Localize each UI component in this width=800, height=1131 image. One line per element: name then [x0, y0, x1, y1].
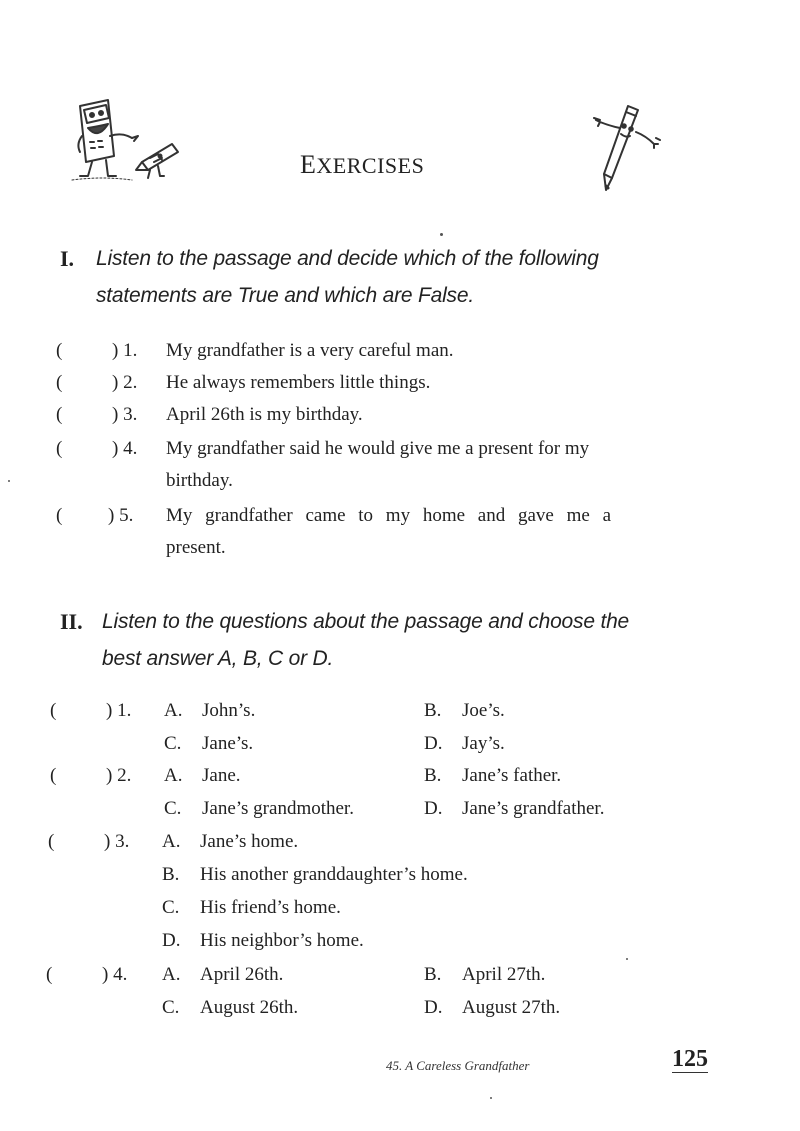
- option-b[interactable]: B. Jane’s father.: [424, 765, 562, 786]
- answer-blank-open[interactable]: (: [56, 372, 63, 393]
- option-a[interactable]: A. John’s.: [164, 700, 256, 721]
- option-d[interactable]: D. Jane’s grandfather.: [424, 798, 605, 819]
- question-number: 2.: [117, 765, 132, 786]
- answer-blank-close: ) 1.: [112, 340, 138, 361]
- option-a[interactable]: A. Jane’s home.: [162, 831, 299, 852]
- statement-text: He always remembers little things.: [166, 372, 431, 393]
- section-2-instruction-line-1: Listen to the questions about the passage and choose the: [102, 610, 630, 633]
- print-speck: [490, 1097, 492, 1099]
- option-d[interactable]: D. His neighbor’s home.: [162, 930, 364, 951]
- page-number: 125: [672, 1046, 708, 1072]
- statement-text: April 26th is my birthday.: [166, 404, 363, 425]
- question-number: 4.: [113, 964, 128, 985]
- section-2-instructions: [60, 603, 700, 677]
- answer-blank-close: ) 5.: [108, 505, 134, 526]
- title-first-letter: E: [300, 150, 317, 179]
- answer-blank-close: ) 3.: [112, 404, 138, 425]
- section-1-instruction-line-1: Listen to the passage and decide which of the following: [96, 247, 599, 270]
- option-c[interactable]: C. August 26th.: [162, 997, 299, 1018]
- answer-blank-close: ) 2.: [106, 765, 132, 786]
- answer-blank-open[interactable]: (: [56, 505, 63, 526]
- section-1-number: I.: [60, 246, 75, 271]
- item-number: 1.: [123, 340, 138, 361]
- print-speck: [8, 480, 10, 482]
- answer-blank-open[interactable]: (: [56, 404, 63, 425]
- section-2-instruction-line-2: best answer A, B, C or D.: [102, 647, 334, 670]
- answer-blank-open[interactable]: (: [46, 964, 53, 985]
- section-1-instructions: [60, 240, 700, 314]
- page-title: [300, 150, 424, 180]
- option-b[interactable]: B. April 27th.: [424, 964, 546, 985]
- item-number: 5.: [119, 505, 134, 526]
- option-d[interactable]: D. August 27th.: [424, 997, 561, 1018]
- answer-blank-open[interactable]: (: [50, 765, 57, 786]
- section-2-number: II.: [60, 609, 83, 634]
- item-number: 3.: [123, 404, 138, 425]
- statement-text: My grandfather is a very careful man.: [166, 340, 454, 361]
- option-c[interactable]: C. Jane’s grandmother.: [164, 798, 354, 819]
- section-1-instruction-line-2: statements are True and which are False.: [96, 284, 474, 307]
- option-c[interactable]: C. His friend’s home.: [162, 897, 341, 918]
- title-rest: XERCISES: [316, 153, 425, 178]
- answer-blank-open[interactable]: (: [50, 700, 57, 721]
- print-speck: [626, 958, 628, 960]
- print-speck: [440, 233, 443, 236]
- cartoon-pencil-character-icon: [590, 98, 670, 199]
- option-b[interactable]: B. Joe’s.: [424, 700, 505, 721]
- cartoon-phone-pointing-at-pencil-icon: [70, 96, 190, 193]
- option-d[interactable]: D. Jay’s.: [424, 733, 505, 754]
- answer-blank-close: ) 4.: [112, 438, 138, 459]
- option-c[interactable]: C. Jane’s.: [164, 733, 254, 754]
- statement-text: My grandfather came to my home and gave me a: [166, 505, 611, 526]
- question-number: 1.: [117, 700, 132, 721]
- answer-blank-open[interactable]: (: [56, 340, 63, 361]
- item-number: 4.: [123, 438, 138, 459]
- option-a[interactable]: A. April 26th.: [162, 964, 284, 985]
- answer-blank-open[interactable]: (: [56, 438, 63, 459]
- statement-text-continued: present.: [166, 537, 226, 558]
- option-b[interactable]: B. His another granddaughter’s home.: [162, 864, 468, 885]
- option-a[interactable]: A. Jane.: [164, 765, 241, 786]
- answer-blank-close: ) 1.: [106, 700, 132, 721]
- item-number: 2.: [123, 372, 138, 393]
- answer-blank-open[interactable]: (: [48, 831, 55, 852]
- answer-blank-close: ) 4.: [102, 964, 128, 985]
- answer-blank-close: ) 2.: [112, 372, 138, 393]
- statement-text-continued: birthday.: [166, 470, 233, 491]
- question-number: 3.: [115, 831, 130, 852]
- chapter-caption: 45. A Careless Grandfather: [386, 1058, 530, 1073]
- answer-blank-close: ) 3.: [104, 831, 130, 852]
- statement-text: My grandfather said he would give me a present for my: [166, 438, 590, 459]
